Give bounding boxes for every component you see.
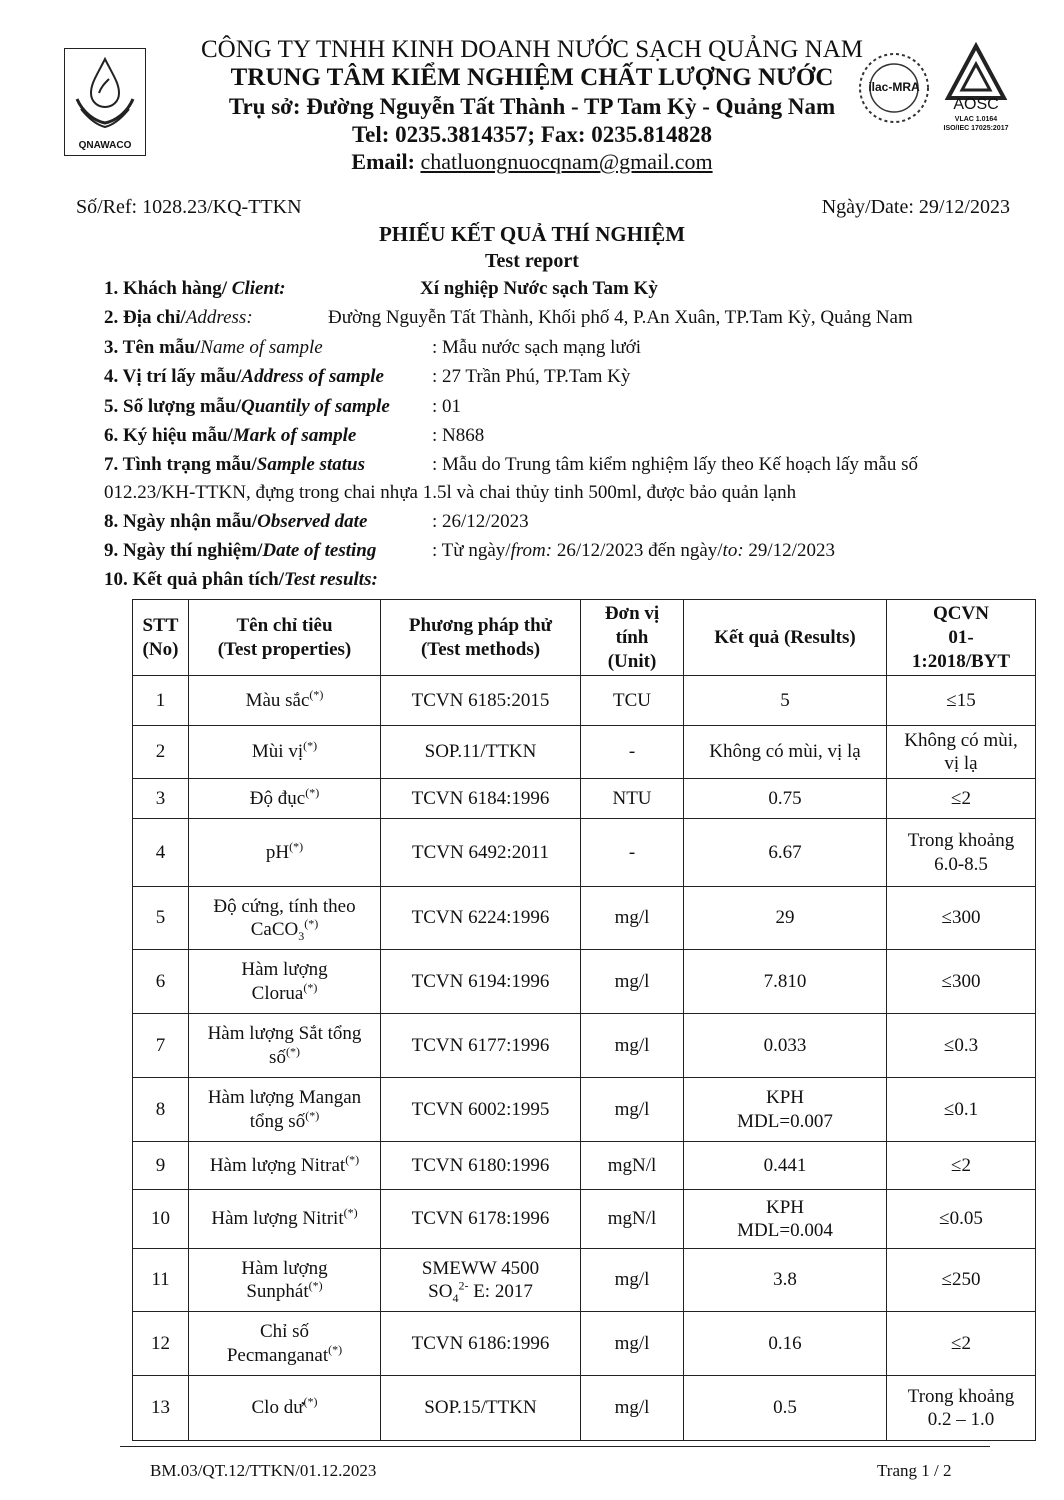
cell-unit: mgN/l (581, 1190, 684, 1249)
cell-method: TCVN 6178:1996 (381, 1190, 581, 1249)
sample-name-value: : Mẫu nước sạch mạng lưới (432, 337, 642, 358)
table-row (133, 1249, 1036, 1312)
cell-no: 2 (133, 726, 189, 779)
aosc-text: AOSC (953, 96, 999, 113)
cell-standard: Không có mùi, vị lạ (887, 726, 1036, 779)
cell-result: 0.033 (684, 1014, 887, 1078)
vilas-text: VLAC 1.0164 (954, 116, 998, 123)
header-unit: Đơn vị tính (Unit) (581, 600, 684, 676)
report-date: Ngày/Date: 29/12/2023 (821, 196, 1010, 218)
cell-unit: - (581, 819, 684, 887)
client-label: 1. Khách hàng/ (104, 278, 228, 299)
sample-status-line (104, 454, 365, 476)
cell-standard: ≤0.1 (887, 1078, 1036, 1142)
test-date-to: 29/12/2023 (743, 540, 835, 561)
cell-no: 11 (133, 1249, 189, 1312)
cell-property: Hàm lượng Nitrit(*) (189, 1190, 381, 1249)
received-date-line (104, 511, 367, 533)
header-stt: STT (No) (133, 600, 189, 676)
cell-property: Hàm lượng Mangan tổng số(*) (189, 1078, 381, 1142)
cell-standard: Trong khoảng 6.0-8.5 (887, 819, 1036, 887)
test-date-to-label-en: to: (722, 540, 744, 561)
page-number: Trang 1 / 2 (877, 1461, 952, 1480)
sample-location-line (104, 366, 384, 388)
results-label-en: Test results: (284, 569, 378, 590)
cell-method: TCVN 6492:2011 (381, 819, 581, 887)
cell-result: 6.67 (684, 819, 887, 887)
cell-no: 1 (133, 676, 189, 726)
header-standard: QCVN 01- 1:2018/BYT (887, 600, 1036, 676)
cell-standard: ≤2 (887, 779, 1036, 819)
received-date-label: 8. Ngày nhận mẫu/ (104, 511, 258, 532)
cell-standard: ≤2 (887, 1142, 1036, 1190)
cell-result: Không có mùi, vị lạ (684, 726, 887, 779)
cell-result: 7.810 (684, 950, 887, 1014)
reference-number: Số/Ref: 1028.23/KQ-TTKN (76, 196, 302, 218)
cell-method: TCVN 6184:1996 (381, 779, 581, 819)
cell-property: Chỉ số Pecmanganat(*) (189, 1312, 381, 1376)
cell-method: TCVN 6194:1996 (381, 950, 581, 1014)
sample-status-label: 7. Tình trạng mẫu/ (104, 454, 257, 475)
cell-method: TCVN 6002:1995 (381, 1078, 581, 1142)
results-heading (104, 569, 378, 591)
cell-property: Clo dư(*) (189, 1376, 381, 1441)
address-label: 2. Địa chỉ/ (104, 307, 186, 328)
cell-no: 8 (133, 1078, 189, 1142)
cell-method: SOP.15/TTKN (381, 1376, 581, 1441)
sample-location-label-en: Address of sample (241, 366, 384, 387)
email-link[interactable]: chatluongnuocqnam@gmail.com (420, 149, 713, 174)
table-row (133, 887, 1036, 950)
footer-divider (120, 1446, 990, 1447)
company-email (0, 149, 1064, 175)
received-date-value: : 26/12/2023 (432, 511, 529, 532)
cell-result: 3.8 (684, 1249, 887, 1312)
cell-unit: mg/l (581, 950, 684, 1014)
cell-standard: ≤300 (887, 950, 1036, 1014)
cell-unit: mg/l (581, 1249, 684, 1312)
sample-quantity-line (104, 396, 390, 418)
cell-no: 6 (133, 950, 189, 1014)
test-date-label: 9. Ngày thí nghiệm/ (104, 540, 263, 561)
cell-unit: mg/l (581, 1078, 684, 1142)
company-name: CÔNG TY TNHH KINH DOANH NƯỚC SẠCH QUẢNG NAM (201, 36, 863, 63)
sample-status-value: : Mẫu do Trung tâm kiểm nghiệm lấy theo Kế hoạch lấy mẫu số (432, 454, 919, 475)
cell-no: 4 (133, 819, 189, 887)
sample-mark-line (104, 425, 356, 447)
table-row (133, 950, 1036, 1014)
sample-mark-label: 6. Ký hiệu mẫu/ (104, 425, 233, 446)
sample-status-value-cont: 012.23/KH-TTKN, đựng trong chai nhựa 1.5l và chai thủy tinh 500ml, được bảo quản lạnh (104, 482, 797, 503)
cell-no: 10 (133, 1190, 189, 1249)
test-date-from: 26/12/2023 đến ngày/ (552, 540, 723, 561)
cell-unit: NTU (581, 779, 684, 819)
test-date-label-en: Date of testing (262, 540, 377, 561)
cell-no: 12 (133, 1312, 189, 1376)
logo-caption: QNAWACO (78, 140, 132, 151)
cell-property: Độ đục(*) (189, 779, 381, 819)
cell-property: Hàm lượng Clorua(*) (189, 950, 381, 1014)
form-code: BM.03/QT.12/TTKN/01.12.2023 (150, 1461, 377, 1480)
cell-method: TCVN 6185:2015 (381, 676, 581, 726)
cell-standard: ≤250 (887, 1249, 1036, 1312)
cell-method: TCVN 6180:1996 (381, 1142, 581, 1190)
cell-property: Hàm lượng Sunphát(*) (189, 1249, 381, 1312)
header-properties: Tên chỉ tiêu (Test properties) (189, 600, 381, 676)
table-row (133, 1142, 1036, 1190)
cell-unit: - (581, 726, 684, 779)
cell-standard: ≤0.05 (887, 1190, 1036, 1249)
cell-no: 9 (133, 1142, 189, 1190)
cell-property: Độ cứng, tính theo CaCO$_3$(*) (189, 887, 381, 950)
ilac-text: ilac-MRA (868, 80, 920, 94)
address-label-en: Address: (185, 307, 253, 328)
address-value: Đường Nguyễn Tất Thành, Khối phố 4, P.An Xuân, TP.Tam Kỳ, Quảng Nam (328, 307, 913, 328)
cell-result: 5 (684, 676, 887, 726)
test-date-from-label-en: from: (510, 540, 553, 561)
client-line (104, 278, 286, 300)
table-row (133, 779, 1036, 819)
results-table (132, 599, 1036, 1441)
cell-result: 0.16 (684, 1312, 887, 1376)
cell-method: TCVN 6186:1996 (381, 1312, 581, 1376)
cell-standard: ≤15 (887, 676, 1036, 726)
cell-unit: TCU (581, 676, 684, 726)
email-label: Email: (351, 149, 415, 174)
cell-result: 0.441 (684, 1142, 887, 1190)
cell-property: Hàm lượng Sắt tổng số(*) (189, 1014, 381, 1078)
sample-name-label: 3. Tên mẫu/ (104, 337, 201, 358)
table-row (133, 1190, 1036, 1249)
client-value: Xí nghiệp Nước sạch Tam Kỳ (420, 278, 658, 299)
sample-name-line (104, 337, 323, 359)
cell-method: TCVN 6224:1996 (381, 887, 581, 950)
sample-location-value: : 27 Trần Phú, TP.Tam Kỳ (432, 366, 631, 387)
cell-unit: mg/l (581, 1376, 684, 1441)
results-label: 10. Kết quả phân tích/ (104, 569, 285, 590)
test-date-from-label: : Từ ngày/ (432, 540, 511, 561)
table-header-row (133, 600, 1036, 676)
table-row (133, 1078, 1036, 1142)
cell-unit: mg/l (581, 1312, 684, 1376)
table-row (133, 819, 1036, 887)
cell-unit: mgN/l (581, 1142, 684, 1190)
cell-method: TCVN 6177:1996 (381, 1014, 581, 1078)
address-line (104, 307, 253, 329)
center-name: TRUNG TÂM KIỂM NGHIỆM CHẤT LƯỢNG NƯỚC (230, 64, 834, 91)
cell-property: Mùi vị(*) (189, 726, 381, 779)
sample-mark-label-en: Mark of sample (232, 425, 357, 446)
cell-result: KPH MDL=0.007 (684, 1078, 887, 1142)
sample-name-label-en: Name of sample (200, 337, 323, 358)
cell-result: KPH MDL=0.004 (684, 1190, 887, 1249)
table-row (133, 1376, 1036, 1441)
sample-quantity-label: 5. Số lượng mẫu/ (104, 396, 242, 417)
test-date-line (104, 540, 376, 562)
header-methods: Phương pháp thử (Test methods) (381, 600, 581, 676)
cell-result: 29 (684, 887, 887, 950)
received-date-label-en: Observed date (257, 511, 368, 532)
sample-quantity-value: : 01 (432, 396, 462, 417)
cell-no: 13 (133, 1376, 189, 1441)
cell-unit: mg/l (581, 887, 684, 950)
header-results: Kết quả (Results) (684, 600, 887, 676)
cell-standard: ≤0.3 (887, 1014, 1036, 1078)
company-address: Trụ sở: Đường Nguyễn Tất Thành - TP Tam Kỳ - Quảng Nam (228, 94, 836, 119)
cell-standard: Trong khoảng 0.2 – 1.0 (887, 1376, 1036, 1441)
iso-text: ISO/IEC 17025:2017 (943, 125, 1009, 132)
cell-standard: ≤2 (887, 1312, 1036, 1376)
table-row (133, 676, 1036, 726)
cell-unit: mg/l (581, 1014, 684, 1078)
cell-no: 3 (133, 779, 189, 819)
cell-result: 0.75 (684, 779, 887, 819)
cell-no: 5 (133, 887, 189, 950)
table-row (133, 1014, 1036, 1078)
cell-property: Hàm lượng Nitrat(*) (189, 1142, 381, 1190)
company-phone: Tel: 0235.3814357; Fax: 0235.814828 (351, 122, 713, 147)
report-title: PHIẾU KẾT QUẢ THÍ NGHIỆM (378, 222, 686, 246)
cell-result: 0.5 (684, 1376, 887, 1441)
sample-status-label-en: Sample status (256, 454, 365, 475)
cell-method: SOP.11/TTKN (381, 726, 581, 779)
cell-method: SMEWW 4500 $SO_4^{2-}$ E: 2017 (381, 1249, 581, 1312)
sample-mark-value: : N868 (432, 425, 485, 446)
cell-standard: ≤300 (887, 887, 1036, 950)
client-label-en: Client: (231, 278, 286, 299)
report-subtitle: Test report (485, 250, 579, 272)
sample-location-label: 4. Vị trí lấy mẫu/ (104, 366, 242, 387)
table-row (133, 1312, 1036, 1376)
cell-no: 7 (133, 1014, 189, 1078)
cell-property: Màu sắc(*) (189, 676, 381, 726)
sample-quantity-label-en: Quantily of sample (241, 396, 390, 417)
test-date-value (432, 540, 835, 562)
cell-property: pH(*) (189, 819, 381, 887)
table-row (133, 726, 1036, 779)
